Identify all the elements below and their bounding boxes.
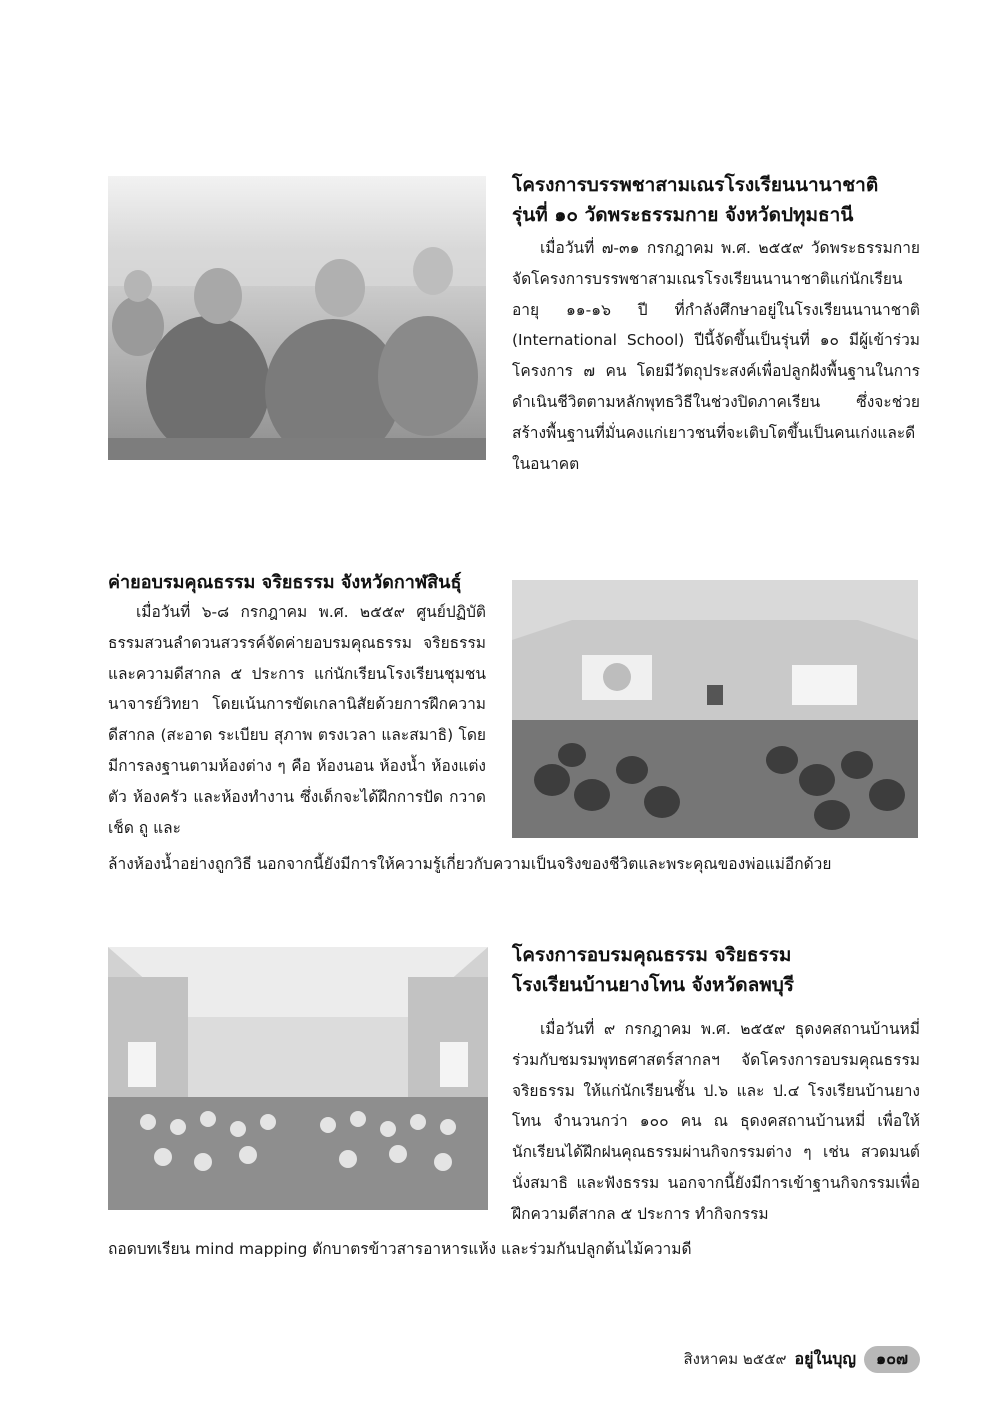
article3-body: เมื่อวันที่ ๙ กรกฎาคม พ.ศ. ๒๕๕๙ ธุดงคสถานบ้านหมี่ ร่วมกับชมรมพุทธศาสตร์สากลฯ จัดโครงการอบรมคุณธรรม จริยธรรม ให้แก่นักเรียนชั้น ป.๖ และ ป.๔ โรงเรียนบ้านยางโทน จำนวนกว่า ๑๐๐ คน ณ ธุดงคสถานบ้านหมี่ เพื่อให้นักเรียนได้ฝึกฝนคุณธรรมผ่านกิจกรรมต่าง ๆ เช่น สวดมนต์ นั่งสมาธิ และฟังธรรม นอกจากนี้ยังมีการเข้าฐานกิจกรรมเพื่อฝึกความดีสากล ๕ ประการ ทำกิจกรรม [512, 1020, 920, 1223]
article3-title-line1: โครงการอบรมคุณธรรม จริยธรรม [512, 944, 792, 966]
footer-magazine-title: อยู่ในบุญ [794, 1348, 857, 1368]
footer-issue-date: สิงหาคม ๒๕๕๙ [683, 1350, 787, 1368]
article3-title-line2: โรงเรียนบ้านยางโทน จังหวัดลพบุรี [512, 974, 795, 996]
article1-title-line2: รุ่นที่ ๑๐ วัดพระธรรมกาย จังหวัดปทุมธานี [512, 204, 854, 226]
article1-title-line1: โครงการบรรพชาสามเณรโรงเรียนนานาชาติ [512, 174, 879, 196]
article2-body-tail: ล้างห้องน้ำอย่างถูกวิธี นอกจากนี้ยังมีการให้ความรู้เกี่ยวกับความเป็นจริงของชีวิตและพระคุณของพ่อแม่อีกด้วย [108, 855, 832, 873]
article2-body: เมื่อวันที่ ๖-๘ กรกฎาคม พ.ศ. ๒๕๕๙ ศูนย์ปฏิบัติธรรมสวนลำดวนสวรรค์จัดค่ายอบรมคุณธรรม จริยธรรม และความดีสากล ๕ ประการ แก่นักเรียนโรงเรียนชุมชนนาจารย์วิทยา โดยเน้นการขัดเกลานิสัยด้วยการฝึกความดีสากล (สะอาด ระเบียบ สุภาพ ตรงเวลา และสมาธิ) โดยมีการลงฐานตามห้องต่าง ๆ คือ ห้องนอน ห้องน้ำ ห้องแต่งตัว ห้องครัว และห้องทำงาน ซึ่งเด็กจะได้ฝึกการปัด กวาด เช็ด ถู และ [108, 603, 486, 837]
article1-title [512, 170, 932, 230]
article1-body: เมื่อวันที่ ๗-๓๑ กรกฎาคม พ.ศ. ๒๕๕๙ วัดพระธรรมกาย จัดโครงการบรรพชาสามเณรโรงเรียนนานาชาติแก่นักเรียน อายุ ๑๑-๑๖ ปี ที่กำลังศึกษาอยู่ในโรงเรียนนานาชาติ (International School) ปีนี้จัดขึ้นเป็นรุ่นที่ ๑๐ มีผู้เข้าร่วมโครงการ ๗ คน โดยมีวัตถุประสงค์เพื่อปลูกฝังพื้นฐานในการดำเนินชีวิตตามหลักพุทธวิธีในช่วงปิดภาคเรียน ซึ่งจะช่วยสร้างพื้นฐานที่มั่นคงแก่เยาวชนที่จะเติบโตขึ้นเป็นคนเก่งและดีในอนาคต [512, 239, 920, 473]
article3-title [512, 940, 932, 1000]
article3-body-tail: ถอดบทเรียน mind mapping ตักบาตรข้าวสารอาหารแห้ง และร่วมกันปลูกต้นไม้ความดี [108, 1240, 692, 1258]
photo-meditation-camp-hall [512, 580, 918, 838]
photo-novice-monks-meditating [108, 176, 486, 460]
page-number: ๑๐๗ [864, 1346, 920, 1373]
page-footer [640, 1344, 920, 1374]
photo-students-in-hall [108, 947, 488, 1210]
article2-title: ค่ายอบรมคุณธรรม จริยธรรม จังหวัดกาฬสินธุ์ [108, 572, 462, 593]
